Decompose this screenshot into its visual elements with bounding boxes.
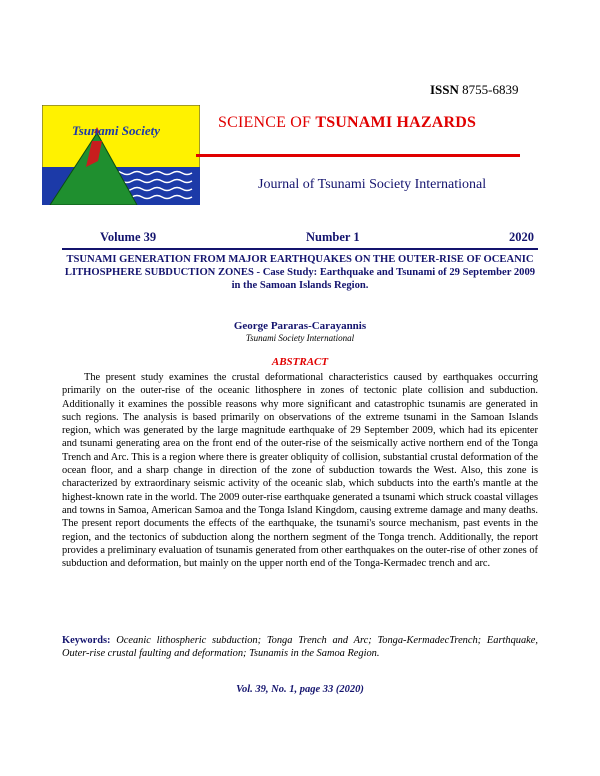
- keywords-list: Oceanic lithospheric subduction; Tonga Trench and Arc; Tonga-KermadecTrench; Earthquake, Outer-rise crustal faulting and deformation; Tsunamis in the Samoa Region.: [62, 635, 538, 659]
- issue-volume: Volume 39: [100, 230, 157, 244]
- journal-title-main: TSUNAMI HAZARDS: [315, 114, 477, 131]
- tsunami-society-logo: [42, 105, 200, 205]
- journal-title: [218, 114, 476, 132]
- issn-label: ISSN: [430, 82, 459, 97]
- abstract-heading: ABSTRACT: [271, 356, 329, 368]
- issue-number: Number 1: [306, 230, 360, 244]
- issn: [430, 82, 519, 98]
- logo-graphic: [42, 105, 200, 205]
- journal-title-prefix: SCIENCE OF: [218, 114, 312, 131]
- paper-title: TSUNAMI GENERATION FROM MAJOR EARTHQUAKES ON THE OUTER-RISE OF OCEANIC LITHOSPHERE SUBDUCTION ZONES - Case Study: Earthquake and Tsunami of 29 September 2009 in the Samoan Islands Region.: [64, 254, 536, 291]
- title-underline: [196, 154, 520, 157]
- abstract-body: [62, 371, 538, 570]
- keywords-label: Keywords:: [62, 635, 111, 646]
- page-footer: Vol. 39, No. 1, page 33 (2020): [236, 684, 364, 695]
- abstract-text: The present study examines the crustal deformational characteristics caused by earthquakes occurring primarily on the outer-rise of the oceanic lithosphere in zones of tectonic plate collision and subduction. Additionally it examines the possible reasons why more significant and catastrophic tsunamis are generated in such regions. The analysis is based primarily on observations of the extreme tsunami in the Samoan Islands region, which was generated by the large magnitude earthquake of 29 September 2009, which had its epicenter and tsunami generating area on the front end of the outer-rise of the seismically active northern end of the Tonga Trench and Arc. This is a region where there is greater obliquity of collision, substantial crustal deformation of the ocean floor, and a sharp change in direction of the zone of subduction towards the West. Also, this zone is characterized by extraordinary seismic activity of the oceanic slab, which subducts into the earth's mantle at the highest-known rate in the world. The 2009 outer-rise earthquake generated a tsunami which struck coastal villages and towns in Samoa, American Samoa and the Tonga Island Kingdom, causing extreme damage and many deaths. The present report documents the effects of the earthquake, the tsunami's source mechanism, past events in the region, and the tectonics of subduction along the northern segment of the Tonga trench. Additionally, the report provides a preliminary evaluation of tsunamis generated from other earthquakes on the outer-rise of other zones of subduction and deformation, but mainly on the upper north end of the Tonga-Kermadec trench and arc.: [62, 372, 538, 570]
- issue-divider: [62, 248, 538, 250]
- issn-number: 8755-6839: [462, 82, 519, 97]
- keywords: [62, 634, 538, 660]
- journal-subtitle: Journal of Tsunami Society International: [258, 177, 487, 192]
- logo-text: Tsunami Society: [72, 123, 161, 138]
- author-name: George Pararas-Carayannis: [233, 320, 367, 332]
- author-affiliation: Tsunami Society International: [245, 333, 355, 343]
- issue-year: 2020: [509, 230, 534, 244]
